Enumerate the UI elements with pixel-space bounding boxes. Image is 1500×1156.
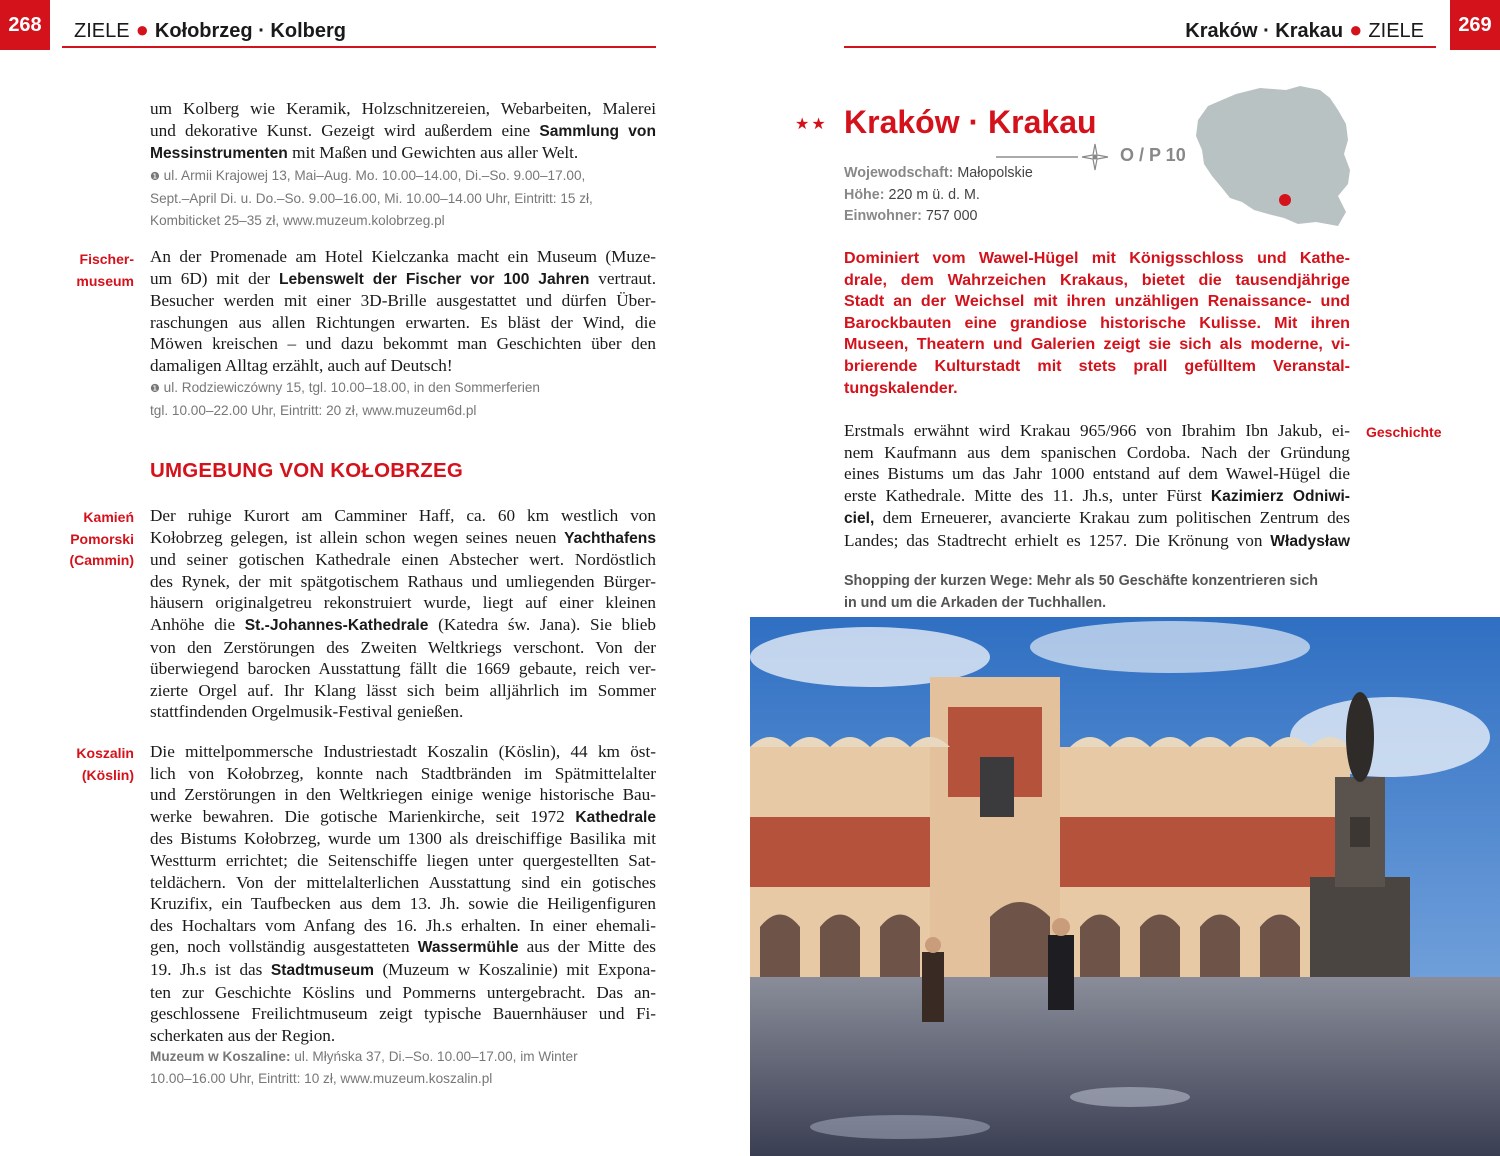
grid-ref-line — [996, 156, 1078, 158]
running-head-place: Kraków · Krakau — [1185, 20, 1344, 42]
poland-map — [1188, 84, 1358, 234]
fischermuseum-paragraph: An der Promenade am Hotel Kielczanka macht ein Museum (Muze- um 6D) mit der Lebenswelt der Fischer vor 100 Jahren vertraut. Besucher werden mit einer 3D-Brille ausgestattet und dürfen Über- raschungen aus allen Richtungen erwarten. Es bläst der Wind, die Möwen kreischen – und dazu bekommt man Geschichten über den damaligen Alltag erzählt, auch auf Deutsch! ❶ ul. Rodziewiczówny 15, tgl. 10.00–18.00, in den Sommerferien tgl. 10.00–22.00 Uhr, Eintritt: 20 zł, www.muzeum6d.pl — [150, 246, 656, 422]
lead-paragraph: Dominiert vom Wawel-Hügel mit Königsschloss und Kathe- drale, dem Wahrzeichen Krakaus, bietet die tausendjährige Stadt an der Weichsel mit ihren unzähligen Renaissance- und Barockbauten eine grandiose historische Kulisse. Mit ihren Museen, Theatern und Galerien zeigt sie sich als moderne, vi- brierende Kulturstadt mit stets prall gefülltem Veranstal- tungskalender. — [844, 249, 1350, 397]
bullet-icon: ● — [1349, 17, 1363, 42]
krakow-marker — [1279, 194, 1291, 206]
margin-label-geschichte: Geschichte — [1366, 424, 1442, 440]
running-head-place: Kołobrzeg · Kolberg — [154, 20, 346, 42]
cloth-hall-photo — [750, 617, 1500, 1156]
history-paragraph: Erstmals erwähnt wird Krakau 965/966 von Ibrahim Ibn Jakub, ei- nem Kaufmann aus dem spanischen Cordoba. Nach der Gründung eines Bistums um das Jahr 1000 entstand auf dem Wawel-Hügel die erste Kathedrale. Mitte des 11. Jh.s, unter Fürst Kazimierz Odniwi- ciel, dem Erneuerer, avancierte Krakau zum politischen Zentrum des Landes; das Stadtrecht erhielt es 1257. Die Krönung von Władysław — [844, 421, 1351, 550]
poland-outline — [1196, 86, 1350, 226]
photo-caption: Shopping der kurzen Wege: Mehr als 50 Geschäfte konzentrieren sich in und um die Arkaden der Tuchhallen. — [844, 573, 1319, 611]
running-head-section: ZIELE — [1368, 20, 1424, 42]
intro-paragraph: um Kolberg wie Keramik, Holzschnitzereien, Webarbeiten, Malerei und dekorative Kunst. Gezeigt wird außerdem eine Sammlung von Messinstrumenten mit Maßen und Gewichten aus aller Welt. ❶ ul. Armii Krajowej 13, Mai–Aug. Mo. 10.00–14.00, Di.–So. 9.00–17.00, Sept.–April Di. u. Do.–So. 9.00–16.00, Mi. 10.00–14.00 Uhr, Eintritt: 15 zł, Kombiticket 25–35 zł, www.muzeum.kolobrzeg.pl — [150, 98, 656, 232]
running-head-right — [1185, 14, 1424, 47]
compass-icon — [1080, 142, 1110, 172]
info-icon: ❶ — [150, 382, 160, 395]
running-head-section: ZIELE — [74, 20, 130, 42]
grid-reference: O / P 10 — [1120, 145, 1186, 165]
margin-label-fischermuseum: Fischer- museum — [76, 251, 134, 289]
page-number-left: 268 — [0, 0, 50, 50]
section-heading: UMGEBUNG VON KOŁOBRZEG — [150, 459, 464, 482]
info-block-museum: ❶ ul. Armii Krajowej 13, Mai–Aug. Mo. 10.00–14.00, Di.–So. 9.00–17.00, Sept.–April Di. u. Do.–So. 9.00–16.00, Mi. 10.00–14.00 Uhr, Eintritt: 15 zł, Kombiticket 25–35 zł, www.muzeum.kolobrzeg.pl — [150, 167, 593, 228]
page-title: Kraków · Krakau — [844, 104, 1097, 140]
margin-label-koszalin: Koszalin (Köslin) — [76, 745, 134, 783]
margin-label-kamien: Kamień Pomorski (Cammin) — [69, 509, 134, 569]
info-block-koszalin: Muzeum w Koszaline: ul. Młyńska 37, Di.–So. 10.00–17.00, im Winter 10.00–16.00 Uhr, Eintritt: 10 zł, www.muzeum.koszalin.pl — [150, 1049, 578, 1086]
rating-stars: ★★ — [795, 116, 828, 133]
facts-box: Wojewodschaft: Małopolskie Höhe: 220 m ü. d. M. Einwohner: 757 000 — [844, 165, 1033, 224]
header-rule-left — [62, 46, 656, 48]
info-block-fischermuseum: ❶ ul. Rodziewiczówny 15, tgl. 10.00–18.00, in den Sommerferien tgl. 10.00–22.00 Uhr, Eintritt: 20 zł, www.muzeum6d.pl — [150, 379, 540, 419]
running-head-left — [74, 14, 346, 47]
bullet-icon: ● — [135, 17, 149, 42]
kamien-paragraph: Der ruhige Kurort am Camminer Haff, ca. 60 km westlich von Kołobrzeg gelegen, ist allein schon wegen seines neuen Yachthafens und seiner gotischen Kathedrale einen Abstecher wert. Nordöstlich des Rynek, der mit spätgotischem Rathaus und umliegenden Bürger- häusern originalgetreu rekonstruiert wurde, liegt auf einer kleinen Anhöhe die St.-Johannes-Kathedrale (Katedra św. Jana). Sie blieb von den Zerstörungen des Zweiten Weltkriegs verschont. Von der überwiegend barocken Ausstattung fällt die 1669 gebaute, reich ver- zierte Orgel auf. Ihr Klang lässt sich beim alljährlich im Sommer stattfindenden Orgelmusik-Festival genießen. — [150, 506, 657, 722]
info-icon: ❶ — [150, 170, 160, 183]
koszalin-paragraph: Die mittelpommersche Industriestadt Koszalin (Köslin), 44 km öst- lich von Kołobrzeg, konnte nach Stadtbränden im Spätmittelalter und Zerstörungen in den Weltkriegen einige wenige historische Bau- werke bewahren. Die gotische Marienkirche, seit 1972 Kathedrale des Bistums Kołobrzeg, wurde um 1300 als dreischiffige Basilika mit Westturm errichtet; die Seitenschiffe liegen unter quergestellten Sat- teldächern. Von der mittelalterlichen Ausstattung sind ein gotisches Kruzifix, ein Taufbecken aus dem 13. Jh. sowie die Heiligenfiguren des Hochaltars vom Anfang des 16. Jh.s erhalten. In einer ehemali- gen, noch vollständig ausgestatteten Wassermühle aus der Mitte des 19. Jh.s ist das Stadtmuseum (Muzeum w Koszalinie) mit Expona- ten zur Geschichte Köslins und Pommerns untergebracht. Das an- geschlossene Freilichtmuseum zeigt typische Bauernhäuser und Fi- scherkaten aus der Region. Muzeum w Koszaline: ul. Młyńska 37, Di.–So. 10.00–17.00, im Winter 10.00–16.00 Uhr, Eintritt: 10 zł, www.muzeum.koszalin.pl — [150, 741, 656, 1090]
page-number-right: 269 — [1450, 0, 1500, 50]
